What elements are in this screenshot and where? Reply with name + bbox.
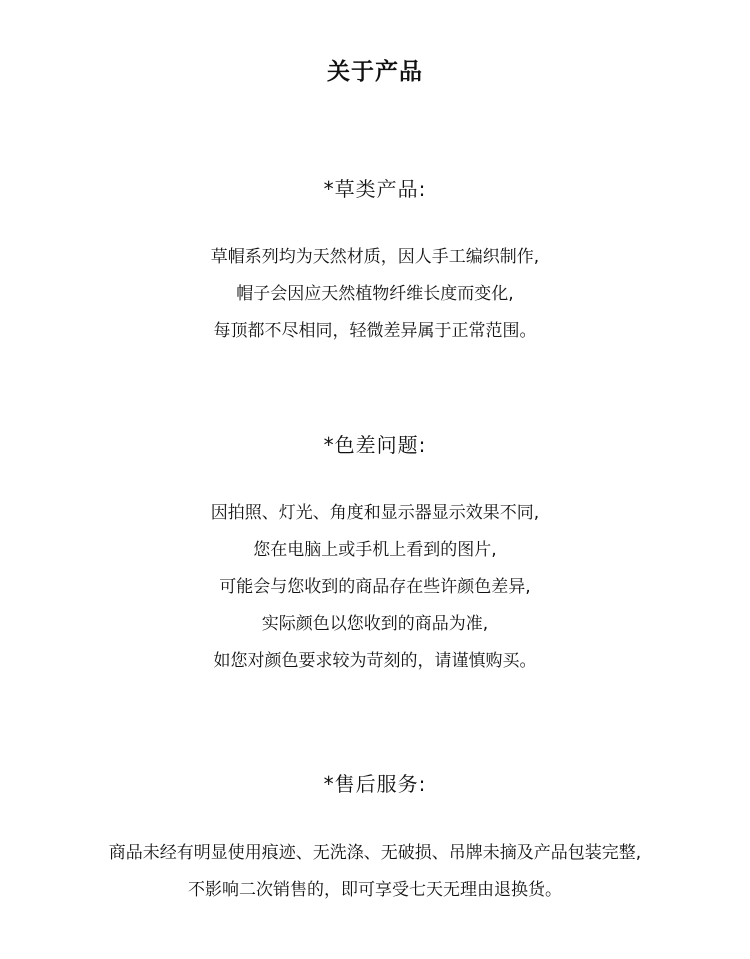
- body-line: 如您对颜色要求较为苛刻的，请谨慎购买。: [213, 651, 537, 671]
- body-line: 因拍照、灯光、角度和显示器显示效果不同,: [210, 503, 540, 523]
- body-line: 实际颜色以您收到的商品为准,: [261, 614, 489, 634]
- section-grass-products: [0, 175, 750, 350]
- page-title: 关于产品: [327, 59, 423, 85]
- section-heading: *售后服务:: [323, 772, 427, 796]
- body-line: 商品未经有明显使用痕迹、无洗涤、无破损、吊牌未摘及产品包装完整,: [108, 843, 642, 863]
- body-line: 草帽系列均为天然材质，因人手工编织制作,: [210, 247, 540, 267]
- body-line: 不影响二次销售的，即可享受七天无理由退换货。: [188, 880, 562, 900]
- section-heading: *色差问题:: [323, 433, 427, 457]
- section-color-difference: [0, 431, 750, 680]
- section-body: [0, 239, 750, 350]
- section-heading: *草类产品:: [323, 177, 427, 201]
- section-body: [0, 495, 750, 680]
- body-line: 帽子会因应天然植物纤维长度而变化,: [236, 284, 514, 304]
- section-body: [0, 835, 750, 909]
- body-line: 您在电脑上或手机上看到的图片,: [253, 540, 497, 560]
- body-line: 可能会与您收到的商品存在些许颜色差异,: [219, 577, 531, 597]
- section-after-sales: [0, 770, 750, 909]
- body-line: 每顶都不尽相同，轻微差异属于正常范围。: [213, 321, 537, 341]
